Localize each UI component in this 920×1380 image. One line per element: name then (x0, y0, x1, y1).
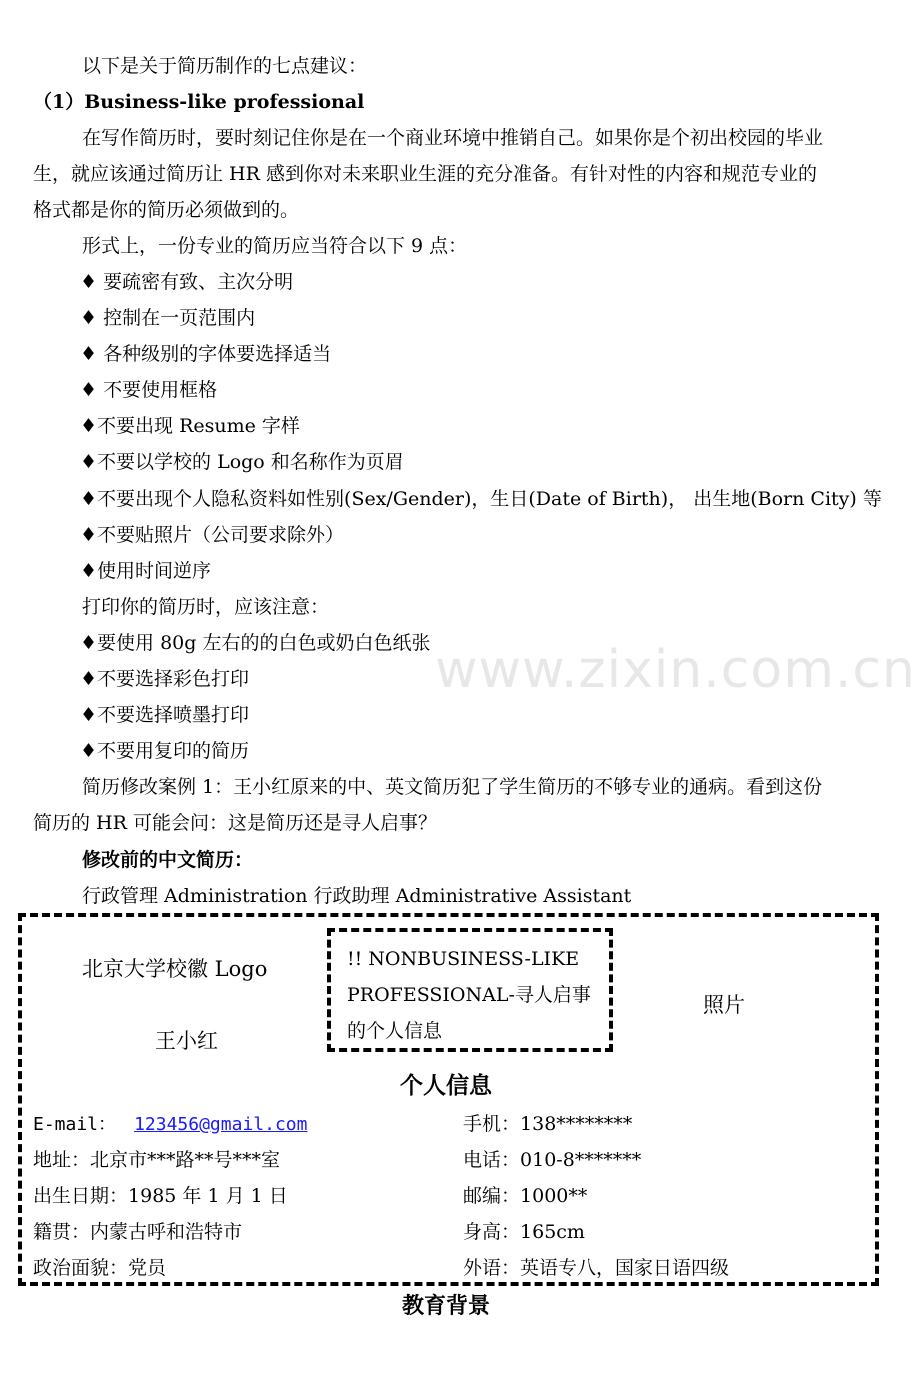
info-label: 籍贯： (33, 1221, 91, 1243)
photo-placeholder: 照片 (703, 993, 745, 1017)
bullet-item: ♦不要贴照片（公司要求除外） (80, 524, 345, 546)
print-intro: 打印你的简历时，应该注意： (82, 596, 330, 618)
email-link[interactable]: 123456@gmail.com (134, 1114, 308, 1135)
bullet-item: ♦ 各种级别的字体要选择适当 (80, 343, 332, 365)
info-address (33, 1142, 280, 1178)
info-value: 党员 (128, 1257, 167, 1279)
info-label: 外语： (463, 1257, 521, 1279)
intro-text: 以下是关于简历制作的七点建议： (82, 55, 368, 77)
info-value: 1000** (520, 1185, 588, 1207)
bullet-item: ♦不要以学校的 Logo 和名称作为页眉 (80, 451, 404, 473)
warning-text: PROFESSIONAL-寻人启事 (347, 984, 591, 1006)
bullet-item: ♦不要选择彩色打印 (80, 668, 250, 690)
school-logo-placeholder: 北京大学校徽 Logo (82, 957, 268, 981)
resume-name: 王小红 (155, 1029, 218, 1053)
info-mobile (463, 1106, 632, 1142)
bullet-item: ♦不要出现 Resume 字样 (80, 415, 300, 437)
info-postcode (463, 1178, 587, 1214)
info-label: 身高： (463, 1221, 521, 1243)
info-label: 手机： (463, 1113, 521, 1135)
info-hometown (33, 1214, 242, 1250)
case-text: 简历的 HR 可能会问：这是简历还是寻人启事？ (33, 812, 437, 834)
bullet-item: ♦使用时间逆序 (80, 560, 212, 582)
watermark: www.zixin.com.cn (435, 640, 916, 700)
position-line: 行政管理 Administration 行政助理 Administrative Assistant (82, 885, 632, 907)
info-label: 出生日期： (33, 1185, 129, 1207)
info-value: 北京市***路**号***室 (90, 1149, 281, 1171)
info-phone (463, 1142, 641, 1178)
info-label: 邮编： (463, 1185, 521, 1207)
bullet-item: ♦要使用 80g 左右的的白色或奶白色纸张 (80, 632, 431, 654)
info-label: 政治面貌： (33, 1257, 129, 1279)
paragraph-line: 在写作简历时，要时刻记住你是在一个商业环境中推销自己。如果你是个初出校园的毕业 (82, 127, 824, 149)
info-value: 165cm (520, 1221, 585, 1243)
warning-text: 的个人信息 (347, 1020, 443, 1042)
info-label: E-mail： (33, 1114, 117, 1135)
section-heading: （1）Business-like professional (33, 91, 365, 113)
info-political (33, 1250, 166, 1286)
bullet-item: ♦不要用复印的简历 (80, 740, 250, 762)
case-text: 简历修改案例 1：王小红原来的中、英文简历犯了学生简历的不够专业的通病。看到这份 (82, 776, 823, 798)
info-value: 010-8******* (520, 1149, 642, 1171)
info-language (463, 1250, 729, 1286)
paragraph-line: 格式都是你的简历必须做到的。 (33, 199, 300, 221)
info-value: 英语专八，国家日语四级 (520, 1257, 730, 1279)
bullet-item: ♦不要出现个人隐私资料如性别(Sex/Gender)，生日(Date of Birth)， 出生地(Born City) 等 (80, 488, 882, 510)
education-title: 教育背景 (402, 1293, 491, 1319)
personal-info-title: 个人信息 (400, 1072, 492, 1099)
warning-text: !! NONBUSINESS-LIKE (347, 948, 580, 970)
info-value: 138******** (520, 1113, 633, 1135)
before-resume-title: 修改前的中文简历： (82, 849, 254, 871)
bullet-item: ♦ 要疏密有致、主次分明 (80, 271, 294, 293)
info-label: 地址： (33, 1149, 91, 1171)
bullet-item: ♦不要选择喷墨打印 (80, 704, 250, 726)
bullet-item: ♦ 不要使用框格 (80, 379, 218, 401)
info-value: 内蒙古呼和浩特市 (90, 1221, 243, 1243)
info-label: 电话： (463, 1149, 521, 1171)
info-email (33, 1106, 307, 1143)
info-birthdate (33, 1178, 288, 1214)
bullet-item: ♦ 控制在一页范围内 (80, 307, 256, 329)
form-intro: 形式上，一份专业的简历应当符合以下 9 点： (82, 235, 468, 257)
paragraph-line: 生，就应该通过简历让 HR 感到你对未来职业生涯的充分准备。有针对性的内容和规范专业的 (33, 163, 817, 185)
info-value: 1985 年 1 月 1 日 (128, 1185, 288, 1207)
info-height (463, 1214, 585, 1250)
